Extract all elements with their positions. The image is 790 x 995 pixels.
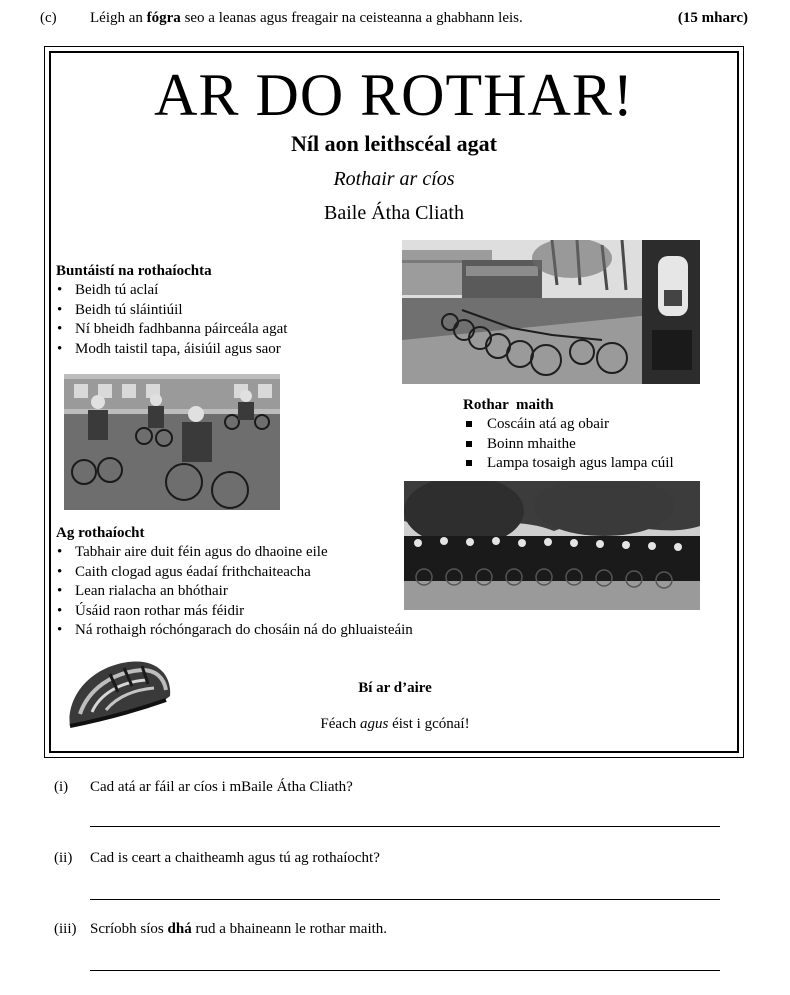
list-item: Boinn mhaithe xyxy=(463,435,733,455)
question-label: (c) xyxy=(40,10,57,26)
benefits-heading: Buntáistí na rothaíochta xyxy=(56,263,212,279)
caution-text: Féach agus éist i gcónaí! xyxy=(320,716,470,732)
list-item: • Modh taistil tapa, áisiúil agus saor xyxy=(56,340,396,360)
children-cycling-photo xyxy=(64,374,280,510)
helmet-icon xyxy=(66,656,174,730)
answer-line-3[interactable] xyxy=(90,970,720,971)
question-2-number: (ii) xyxy=(54,850,73,866)
question-3-text: Scríobh síos dhá rud a bhaineann le rothar maith. xyxy=(90,921,388,937)
children-cycling-image xyxy=(64,374,280,510)
good-bike-section xyxy=(463,396,733,474)
list-item: • Ná rothaigh róchóngarach do chosáin ná do ghluaisteáin xyxy=(56,621,456,641)
poster-location: Baile Átha Cliath xyxy=(324,202,464,224)
list-item: • Úsáid raon rothar más féidir xyxy=(56,602,456,622)
instruction: Léigh an fógra seo a leanas agus freagair na ceisteanna a ghabhann leis. xyxy=(90,10,523,26)
poster-title: AR DO ROTHAR! xyxy=(154,62,634,128)
marks: (15 mharc) xyxy=(677,10,748,26)
list-item: • Lean rialacha an bhóthair xyxy=(56,582,456,602)
question-3-number: (iii) xyxy=(54,921,77,937)
list-item: • Caith clogad agus éadaí frithchaiteacha xyxy=(56,563,456,583)
list-item: • Tabhair aire duit féin agus do dhaoine eile xyxy=(56,543,456,563)
poster-subtitle: Níl aon leithscéal agat xyxy=(291,131,497,156)
cycling-list xyxy=(56,543,456,641)
list-item: Coscáin atá ag obair xyxy=(463,415,733,435)
good-bike-list xyxy=(463,415,733,474)
benefits-section xyxy=(56,262,396,359)
list-item: • Ní bheidh fadhbanna páirceála agat xyxy=(56,320,396,340)
list-item: • Beidh tú sláintiúil xyxy=(56,301,396,321)
bike-rental-photo xyxy=(402,240,700,384)
benefits-list xyxy=(56,281,396,359)
question-1-text: Cad atá ar fáil ar cíos i mBaile Átha Cliath? xyxy=(90,779,353,795)
cycling-section xyxy=(56,524,456,641)
question-1-number: (i) xyxy=(54,779,69,795)
good-bike-heading: Rothar maith xyxy=(463,397,554,413)
caution-heading: Bí ar d’aire xyxy=(358,680,432,696)
list-item: Lampa tosaigh agus lampa cúil xyxy=(463,454,733,474)
cycling-heading: Ag rothaíocht xyxy=(56,525,145,541)
list-item: • Beidh tú aclaí xyxy=(56,281,396,301)
question-2-text: Cad is ceart a chaitheamh agus tú ag rothaíocht? xyxy=(90,850,380,866)
answer-line-1[interactable] xyxy=(90,826,720,827)
poster-tagline: Rothair ar cíos xyxy=(333,168,455,190)
answer-line-2[interactable] xyxy=(90,899,720,900)
bike-rental-image xyxy=(402,240,700,384)
